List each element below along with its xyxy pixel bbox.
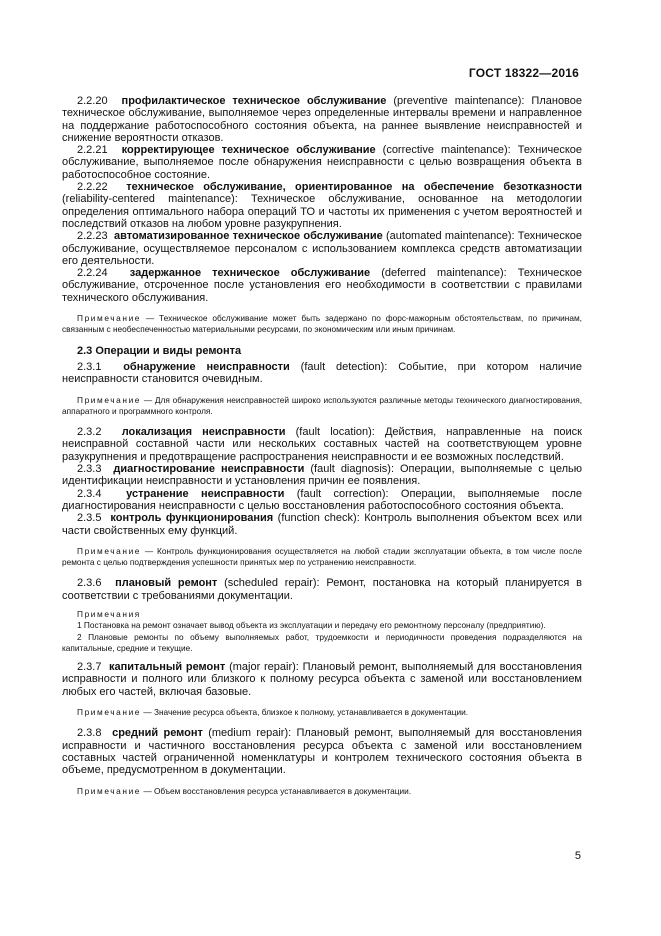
note-2-3-5: Примечание — Контроль функционирования осуществляется на любой стадии эксплуатации объекта, в том числе после ремонта с целью подтверждения успешности принятых мер по устранению неисправности. xyxy=(62,545,582,568)
note-2-3-8: Примечание — Объем восстановления ресурса устанавливается в документации. xyxy=(77,785,412,796)
term-2-2-23: 2.2.23 автоматизированное техническое обслуживание (automated maintenance): Техническое обслуживание, осуществляемое персоналом с использованием комплекса средств автоматизации его деятельности. xyxy=(62,230,582,267)
note-2-3-6-2: 2 Плановые ремонты по объему выполняемых работ, трудоемкости и периодичности проведения подразделяются на капитальные, средние и текущие. xyxy=(62,631,582,653)
document-body xyxy=(62,95,582,797)
notes-heading-2-3-6: Примечания xyxy=(77,608,141,619)
term-2-3-5: 2.3.5 контроль функционирования (function check): Контроль выполнения объектом всех или части свойственных ему функций. xyxy=(62,512,583,537)
term-2-3-8: 2.3.8 средний ремонт (medium repair): Плановый ремонт, выполняемый для восстановления исправности и частичного восстановления ресурса объекта с заменой или восстановлением составных частей ограниченной номенклатуры и контролем технического состояния объекта в объеме, предусмотренном в документации. xyxy=(62,727,583,777)
term-2-2-24: 2.2.24 задержанное техническое обслуживание (deferred maintenance): Техническое обслуживание, отсроченное после установления его необходимости в соответствии с правилами технического обслуживания. xyxy=(62,267,582,304)
term-2-3-1: 2.3.1 обнаружение неисправности (fault detection): Событие, при котором наличие неисправности становится очевидным. xyxy=(62,360,582,386)
note-2-2-24: Примечание — Техническое обслуживание может быть задержано по форс-мажорным обстоятельствам, по причинам, связанным с необеспеченностью материальными ресурсами, по экономическим или иным причинам. xyxy=(62,313,582,335)
document-code: ГОСТ 18322—2016 xyxy=(468,66,579,80)
term-2-2-21: 2.2.21 корректирующее техническое обслуживание (corrective maintenance): Техническое обслуживание, выполняемое после обнаружения неисправности с целью возвращения объекта в работоспособное состояние. xyxy=(62,144,583,181)
term-2-3-4: 2.3.4 устранение неисправности (fault correction): Операции, выполняемые после диагностирования неисправности с целью восстановления работоспособного состояния объекта. xyxy=(62,487,582,512)
note-2-3-6-1: 1 Постановка на ремонт означает вывод объекта из эксплуатации и передачу его ремонтному персоналу (предприятию). xyxy=(77,620,546,631)
term-2-3-7: 2.3.7 капитальный ремонт (major repair): Плановый ремонт, выполняемый для восстановления исправности и полного или близкого к полному ресурса объекта с заменой или восстановлением любых его частей, включая базовые. xyxy=(62,661,582,698)
term-2-3-3: 2.3.3 диагностирование неисправности (fault diagnosis): Операции, выполняемые с целью идентификации неисправности и установления причин ее появления. xyxy=(62,463,582,488)
page-number: 5 xyxy=(574,850,581,862)
term-2-3-6: 2.3.6 плановый ремонт (scheduled repair): Ремонт, постановка на который планируется в соответствии с требованиями документации. xyxy=(62,577,582,602)
term-2-2-22: 2.2.22 техническое обслуживание, ориентированное на обеспечение безотказности (reliability-centered maintenance): Техническое обслуживание, основанное на методологии определения оптимального набора операций ТО и частоты их применения с учетом вероятностей и последствий отказов на любом уровне разукрупнения. xyxy=(62,181,582,230)
term-2-3-2: 2.3.2 локализация неисправности (fault location): Действия, направленные на поиск неисправной составной части или нескольких составных частей на соответствующем уровне разукрупнения и предотвращение распространения неисправности и ее возможных последствий. xyxy=(62,426,582,463)
term-2-2-20: 2.2.20 профилактическое техническое обслуживание (preventive maintenance): Плановое техническое обслуживание, выполняемое через определенные интервалы времени и направленное на поддержание работоспособного состояния объекта, на раннее выявление неисправностей и снижение вероятности отказов. xyxy=(62,95,583,144)
section-heading-2-3: 2.3 Операции и виды ремонта xyxy=(77,344,242,357)
note-2-3-1: Примечание — Для обнаружения неисправностей широко используются различные методы технического диагностирования, аппаратного и программного контроля. xyxy=(62,394,582,416)
note-2-3-7: Примечание — Значение ресурса объекта, близкое к полному, устанавливается в документации. xyxy=(77,707,469,718)
